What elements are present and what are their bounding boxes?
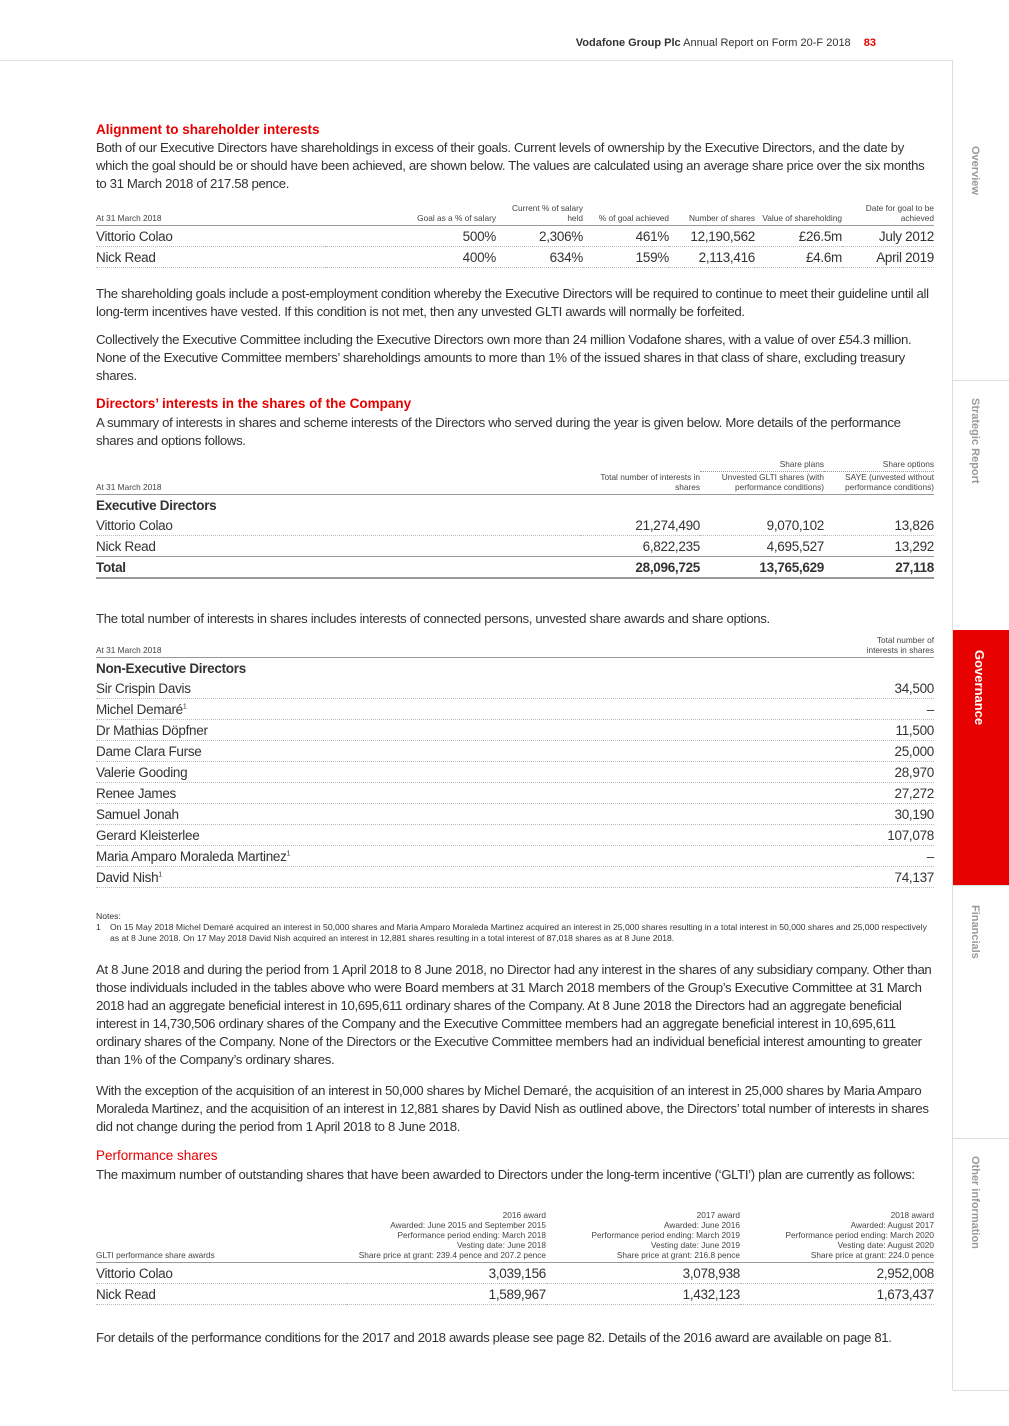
performance-shares-intro: The maximum number of outstanding shares that have been awarded to Directors under the long-term incentive (‘GLTI’) plan are currently as follows:	[96, 1167, 915, 1182]
group-header: Share options	[824, 459, 934, 472]
director-name: Dr Mathias Döpfner	[96, 722, 208, 738]
cell: 13,292	[824, 536, 934, 557]
sidebar-tab-label: Governance	[972, 650, 987, 726]
cell: 28,970	[856, 762, 934, 783]
column-header: At 31 March 2018	[96, 203, 326, 226]
share-price: Share price at grant: 216.8 pence	[616, 1250, 740, 1260]
cell	[96, 762, 856, 783]
interests-note-paragraph: The total number of interests in shares includes interests of connected persons, unvested share awards and share options.	[96, 611, 770, 626]
column-header: Number of shares	[669, 203, 755, 226]
cell: Total	[96, 557, 580, 579]
table-row	[96, 536, 934, 557]
cell: 27,272	[856, 783, 934, 804]
table-row	[96, 804, 934, 825]
non-executive-directors-table	[96, 635, 934, 888]
sidebar-tab-overview[interactable]	[953, 60, 1009, 381]
cell: 3,078,938	[546, 1263, 740, 1284]
director-name: Sir Crispin Davis	[96, 680, 191, 696]
column-header-2018	[740, 1210, 934, 1263]
footnote-ref: 1	[286, 850, 291, 857]
column-header: Date for goal to be achieved	[842, 203, 934, 226]
cell	[96, 825, 856, 846]
cell: 1,432,123	[546, 1284, 740, 1305]
director-name: David Nish	[96, 869, 159, 885]
section-row	[96, 658, 934, 679]
cell	[96, 699, 856, 720]
footnote-ref: 1	[158, 871, 162, 878]
director-name: Michel Demaré	[96, 701, 183, 717]
award-year: 2017 award	[696, 1210, 740, 1220]
cell: 107,078	[856, 825, 934, 846]
cell: £4.6m	[755, 247, 842, 268]
cell	[96, 867, 856, 888]
shareholding-goals-table	[96, 203, 934, 268]
cell: 30,190	[856, 804, 934, 825]
cell	[96, 720, 856, 741]
cell: 4,695,527	[700, 536, 824, 557]
share-price: Share price at grant: 239.4 pence and 207.2 pence	[358, 1250, 546, 1260]
table-row	[96, 867, 934, 888]
alignment-intro: Both of our Executive Directors have shareholdings in excess of their goals. Current levels of ownership by the Executive Directors, and the date by which the goal should be or should have been achieved, are shown below. The values are calculated using an average share price over the six months to 31 March 2018 of 217.58 pence.	[96, 140, 925, 191]
vesting-date: Vesting date: August 2020	[837, 1240, 934, 1250]
table-notes	[96, 911, 934, 944]
cell: 159%	[583, 247, 669, 268]
cell: –	[856, 699, 934, 720]
sidebar-tab-label: Strategic Report	[969, 398, 981, 484]
cell: 1,673,437	[740, 1284, 934, 1305]
table-row	[96, 515, 934, 536]
executive-directors-interests-table	[96, 459, 934, 579]
cell: 27,118	[824, 557, 934, 579]
performance-footer-paragraph: For details of the performance conditions for the 2017 and 2018 awards please see page 82. Details of the 2016 award are available on page 81.	[96, 1330, 892, 1345]
executive-committee-paragraph: Collectively the Executive Committee including the Executive Directors own more than 24 million Vodafone shares, with a value of over £54.3 million. None of the Executive Committee members’ shareholdings amounts to more than 1% of the issued shares in that class of share, excluding treasury shares.	[96, 332, 912, 383]
note-text: On 15 May 2018 Michel Demaré acquired an interest in 50,000 shares and Maria Amparo Moraleda Martinez acquired an interest in 25,000 shares resulting in a total interest in 50,000 shares and 25,000 respectively as at 8 June 2018. On 17 May 2018 David Nish acquired an interest in 12,881 shares resulting in a total interest of 87,018 shares as at 8 June 2018.	[110, 922, 927, 943]
page-number: 83	[863, 37, 876, 49]
section-label: Executive Directors	[96, 497, 217, 513]
award-date: Awarded: August 2017	[850, 1220, 934, 1230]
vesting-date: Vesting date: June 2018	[456, 1240, 546, 1250]
notes-label: Notes:	[96, 911, 121, 921]
table-row	[96, 247, 934, 268]
cell: July 2012	[842, 226, 934, 247]
cell: £26.5m	[755, 226, 842, 247]
table-row	[96, 846, 934, 867]
acquisitions-paragraph: With the exception of the acquisition of an interest in 50,000 shares by Michel Demaré, the acquisition of an interest in 25,000 shares by Maria Amparo Moraleda Martinez, and the acquisition of an interest in 12,881 shares by David Nish as outlined above, the Directors’ total number of interests in shares did not change during the period from 1 April 2018 to 8 June 2018.	[96, 1083, 929, 1134]
sidebar-tab-other-information[interactable]	[953, 1138, 1009, 1391]
director-name: Renee James	[96, 785, 176, 801]
cell: Vittorio Colao	[96, 1263, 346, 1284]
table-row	[96, 678, 934, 699]
performance-share-awards-table	[96, 1210, 934, 1305]
section-heading-directors-interests: Directors’ interests in the shares of the Company	[96, 396, 412, 411]
table-row	[96, 783, 934, 804]
column-header: Total number of interests in shares	[856, 635, 934, 658]
sidebar-tab-label: Overview	[969, 146, 981, 195]
table-header-row	[96, 203, 934, 226]
directors-interests-intro: A summary of interests in shares and scheme interests of the Directors who served during the year is given below. More details of the performance shares and options follows.	[96, 415, 901, 448]
award-year: 2018 award	[890, 1210, 934, 1220]
cell: –	[856, 846, 934, 867]
director-name: Samuel Jonah	[96, 806, 179, 822]
section-row	[96, 495, 934, 516]
report-title: Annual Report on Form 20-F 2018	[683, 37, 851, 49]
award-date: Awarded: June 2015 and September 2015	[390, 1220, 546, 1230]
award-year: 2016 award	[502, 1210, 546, 1220]
header-text	[576, 37, 876, 49]
column-header-2017	[546, 1210, 740, 1263]
cell: 28,096,725	[580, 557, 700, 579]
director-name: Valerie Gooding	[96, 764, 188, 780]
cell: 2,306%	[496, 226, 583, 247]
table-row	[96, 1284, 934, 1305]
group-header-row	[96, 459, 934, 472]
cell: 1,589,967	[346, 1284, 546, 1305]
section-label: Non-Executive Directors	[96, 660, 246, 676]
cell: 13,765,629	[700, 557, 824, 579]
sidebar-tab-financials[interactable]	[953, 885, 1009, 1139]
cell: 74,137	[856, 867, 934, 888]
cell: 3,039,156	[346, 1263, 546, 1284]
cell: April 2019	[842, 247, 934, 268]
table-header-row	[96, 635, 934, 658]
table-row	[96, 825, 934, 846]
cell: 13,826	[824, 515, 934, 536]
column-header: Current % of salary held	[496, 203, 583, 226]
performance-period: Performance period ending: March 2019	[591, 1230, 740, 1240]
column-header: % of goal achieved	[583, 203, 669, 226]
table-row	[96, 1263, 934, 1284]
footnote-ref: 1	[182, 703, 187, 710]
cell: 12,190,562	[669, 226, 755, 247]
cell: 500%	[326, 226, 496, 247]
cell	[96, 678, 856, 699]
total-row	[96, 557, 934, 579]
cell: Nick Read	[96, 247, 326, 268]
section-heading-alignment: Alignment to shareholder interests	[96, 122, 320, 137]
group-header: Share plans	[700, 459, 824, 472]
cell: 2,952,008	[740, 1263, 934, 1284]
shareholding-goals-paragraph: The shareholding goals include a post-employment condition whereby the Executive Directors will be required to continue to meet their guideline until all long-term incentives have vested. If this condition is not met, then any unvested GLTI awards will normally be forfeited.	[96, 286, 929, 319]
performance-period: Performance period ending: March 2020	[785, 1230, 934, 1240]
cell: 2,113,416	[669, 247, 755, 268]
cell: 34,500	[856, 678, 934, 699]
table-header-row	[96, 1210, 934, 1263]
cell: Vittorio Colao	[96, 515, 580, 536]
director-name: Maria Amparo Moraleda Martinez	[96, 848, 287, 864]
column-header-2016	[346, 1210, 546, 1263]
cell	[96, 783, 856, 804]
cell	[96, 846, 856, 867]
sidebar-tab-label: Other information	[969, 1156, 981, 1249]
cell: 400%	[326, 247, 496, 268]
sidebar-tab-governance[interactable]	[953, 630, 1009, 886]
cell: 21,274,490	[580, 515, 700, 536]
table-row	[96, 226, 934, 247]
table-row	[96, 720, 934, 741]
award-date: Awarded: June 2016	[664, 1220, 740, 1230]
sidebar-tab-strategic-report[interactable]	[953, 380, 1009, 631]
cell: 6,822,235	[580, 536, 700, 557]
table-header-row	[96, 472, 934, 495]
cell: 9,070,102	[700, 515, 824, 536]
cell: Vittorio Colao	[96, 226, 326, 247]
table-row	[96, 741, 934, 762]
section-heading-performance-shares: Performance shares	[96, 1148, 218, 1163]
brand-name: Vodafone Group Plc	[575, 37, 681, 49]
page-header	[0, 0, 952, 61]
cell	[96, 804, 856, 825]
note-number: 1	[96, 922, 101, 932]
cell: Nick Read	[96, 1284, 346, 1305]
column-header: Total number of interests in shares	[580, 472, 700, 495]
column-header: At 31 March 2018	[96, 472, 580, 495]
cell: 11,500	[856, 720, 934, 741]
section-sidebar	[952, 60, 1009, 1390]
note-item	[96, 922, 934, 944]
performance-period: Performance period ending: March 2018	[397, 1230, 546, 1240]
column-header: Goal as a % of salary	[326, 203, 496, 226]
cell: 25,000	[856, 741, 934, 762]
cell: Nick Read	[96, 536, 580, 557]
director-name: Dame Clara Furse	[96, 743, 202, 759]
aggregate-interests-paragraph: At 8 June 2018 and during the period from 1 April 2018 to 8 June 2018, no Director had any interest in the shares of any subsidiary company. Other than those individuals included in the tables above who were Board members at 31 March 2018 members of the Group’s Executive Committee at 31 March 2018 had an aggregate beneficial interest in 10,695,611 ordinary shares of the Company. At 8 June 2018 the Directors had an aggregate beneficial interest in 14,730,506 ordinary shares of the Company and the Executive Committee members had an aggregate beneficial interest in 10,695,611 ordinary shares of the Company. None of the Directors or the Executive Committee members had an individual beneficial interest amounting to greater than 1% of the Company’s ordinary shares.	[96, 962, 932, 1067]
cell	[96, 741, 856, 762]
column-header: SAYE (unvested without performance conditions)	[824, 472, 934, 495]
cell: 461%	[583, 226, 669, 247]
table-row	[96, 699, 934, 720]
cell: 634%	[496, 247, 583, 268]
column-header: At 31 March 2018	[96, 635, 856, 658]
sidebar-tab-label: Financials	[969, 905, 981, 959]
vesting-date: Vesting date: June 2019	[650, 1240, 740, 1250]
column-header: Value of shareholding	[755, 203, 842, 226]
share-price: Share price at grant: 224.0 pence	[810, 1250, 934, 1260]
column-header: Unvested GLTI shares (with performance conditions)	[700, 472, 824, 495]
director-name: Gerard Kleisterlee	[96, 827, 200, 843]
column-header: GLTI performance share awards	[96, 1210, 346, 1263]
table-row	[96, 762, 934, 783]
